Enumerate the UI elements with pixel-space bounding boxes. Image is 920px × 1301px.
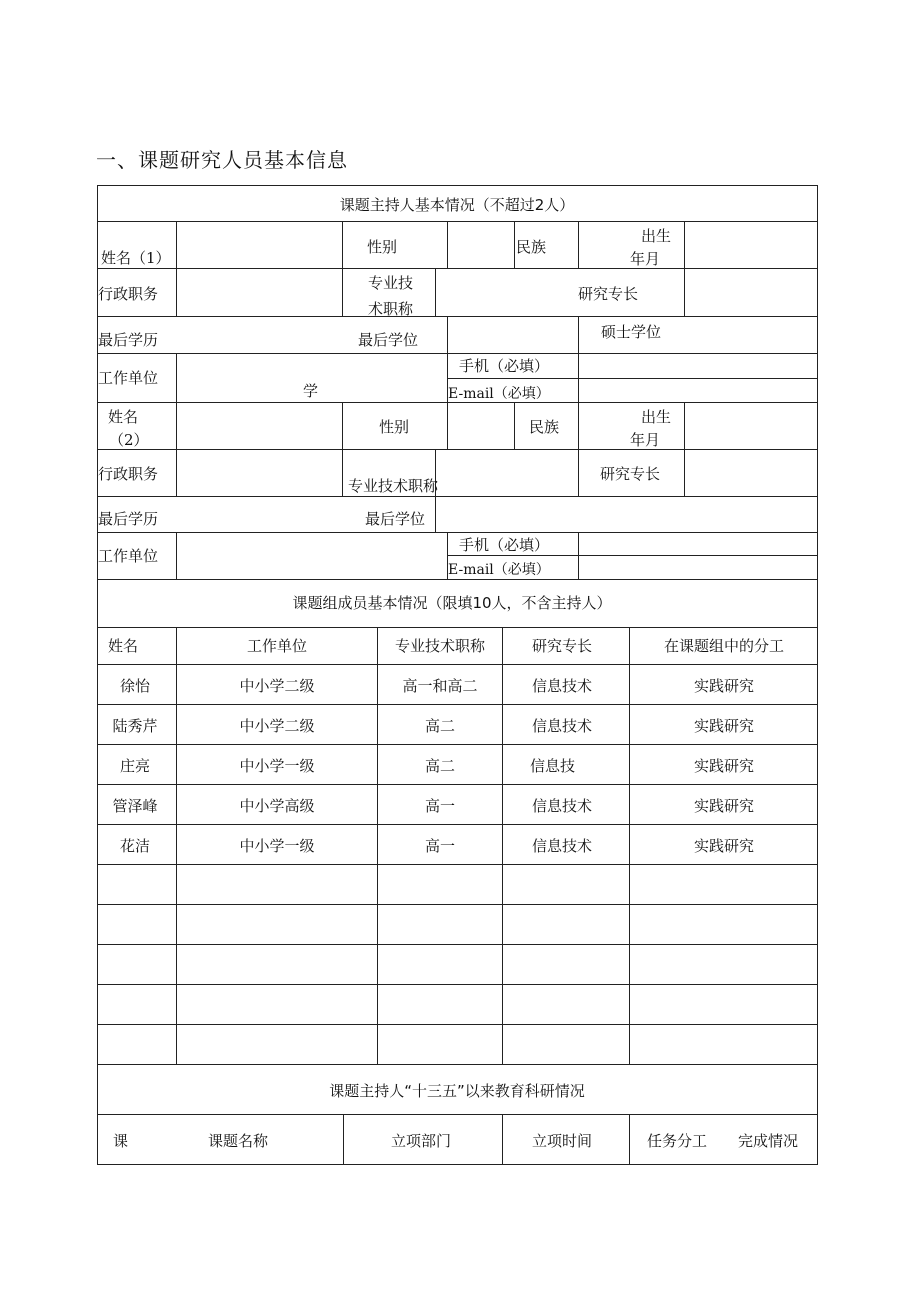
members-col-research: 研究专长: [531, 637, 593, 655]
row-divider: [97, 984, 818, 985]
host2-phone-label: 手机（必填）: [459, 536, 550, 554]
member-research: 信息技术: [531, 677, 593, 695]
column-divider: [176, 532, 177, 579]
host2-ethnicity-label: 民族: [529, 418, 560, 436]
row-divider: [97, 268, 818, 269]
row-divider: [97, 449, 818, 450]
members-col-role: 在课题组中的分工: [663, 637, 785, 655]
column-divider: [502, 627, 503, 1064]
column-divider: [435, 268, 436, 316]
column-divider: [447, 402, 448, 449]
member-workplace: 中小学二级: [239, 717, 315, 735]
column-divider: [578, 402, 579, 496]
member-research: 信息技术: [531, 797, 593, 815]
row-divider: [97, 221, 818, 222]
row-divider: [97, 784, 818, 785]
member-title: 高一: [424, 797, 456, 815]
host1-ethnicity-label: 民族: [516, 238, 547, 256]
page-title: 一、课题研究人员基本信息: [96, 148, 348, 172]
row-divider: [97, 579, 818, 580]
host2-admin-post-label: 行政职务: [98, 465, 159, 483]
row-divider: [97, 864, 818, 865]
host1-degree-value: 硕士学位: [601, 323, 662, 341]
host1-workplace-label: 工作单位: [98, 369, 159, 387]
host1-admin-post-label: 行政职务: [98, 285, 159, 303]
column-divider: [578, 221, 579, 268]
row-divider: [97, 1064, 818, 1065]
column-divider: [176, 402, 177, 496]
column-divider: [629, 627, 630, 1064]
row-divider: [97, 1114, 818, 1115]
host1-index: （1）: [131, 249, 171, 267]
row-divider: [447, 555, 818, 556]
members-col-name: 姓名: [108, 637, 139, 655]
member-name: 陆秀芹: [112, 717, 158, 735]
research-personnel-form: [97, 185, 818, 1165]
member-workplace: 中小学二级: [239, 677, 315, 695]
host1-degree-label: 最后学位: [358, 331, 419, 349]
row-divider: [97, 627, 818, 628]
column-divider: [684, 402, 685, 496]
member-title: 高一: [424, 837, 456, 855]
host1-name-label: [101, 249, 171, 267]
column-divider: [684, 221, 685, 316]
column-divider: [377, 627, 378, 1064]
host1-title-label-line1: 专业技: [368, 274, 414, 292]
host2-birth-label-line2: 年月: [630, 431, 661, 449]
host1-birth-label-line1: 出生: [641, 227, 672, 245]
members-col-workplace: 工作单位: [246, 637, 308, 655]
member-title: 高一和高二: [402, 677, 478, 695]
column-divider: [342, 221, 343, 316]
column-divider: [578, 316, 579, 402]
research-col-status: 完成情况: [738, 1132, 799, 1150]
row-divider: [97, 704, 818, 705]
research-section-heading: 课题主持人“十三五”以来教育科研情况: [329, 1082, 585, 1100]
host2-degree-label: 最后学位: [365, 510, 426, 528]
row-divider: [97, 904, 818, 905]
column-divider: [342, 402, 343, 496]
member-workplace: 中小学一级: [239, 757, 315, 775]
research-col-project-name: 课题名称: [208, 1132, 269, 1150]
research-col-task: 任务分工: [647, 1132, 708, 1150]
host1-title-label-line2: 术职称: [368, 300, 414, 318]
column-divider: [514, 221, 515, 268]
row-divider: [97, 744, 818, 745]
member-role: 实践研究: [693, 837, 755, 855]
column-divider: [514, 402, 515, 449]
member-title: 高二: [424, 717, 456, 735]
column-divider: [176, 353, 177, 402]
host2-name-label: 姓名: [108, 408, 139, 426]
column-divider: [447, 221, 448, 268]
member-research: 信息技术: [531, 717, 593, 735]
row-divider: [97, 944, 818, 945]
table-border-top: [97, 185, 818, 186]
member-name: 花洁: [119, 837, 151, 855]
row-divider: [97, 1024, 818, 1025]
host-section-heading: 课题主持人基本情况（不超过2人）: [339, 196, 575, 214]
table-border-right: [817, 185, 818, 1165]
row-divider: [97, 353, 818, 354]
member-name: 庄亮: [119, 757, 151, 775]
member-workplace: 中小学高级: [239, 797, 315, 815]
column-divider: [629, 1114, 630, 1165]
host1-workplace-value: 学: [303, 382, 319, 400]
member-name: 管泽峰: [112, 797, 158, 815]
row-divider: [97, 824, 818, 825]
member-role: 实践研究: [693, 797, 755, 815]
host1-phone-label: 手机（必填）: [459, 357, 550, 375]
host2-research-label: 研究专长: [600, 465, 661, 483]
member-role: 实践研究: [693, 757, 755, 775]
column-divider: [176, 221, 177, 316]
host1-gender-label: 性别: [367, 238, 398, 256]
name-label: 姓名: [101, 249, 132, 267]
column-divider: [343, 1114, 344, 1165]
host2-title-label: 专业技术职称: [348, 477, 439, 495]
host1-email-label: E-mail（必填）: [448, 386, 550, 402]
member-name: 徐怡: [119, 677, 151, 695]
members-col-title: 专业技术职称: [394, 637, 486, 655]
member-role: 实践研究: [693, 677, 755, 695]
column-divider: [578, 532, 579, 579]
members-section-heading: 课题组成员基本情况（限填10人，不含主持人）: [292, 594, 612, 612]
research-col-index: 课: [113, 1132, 129, 1150]
research-col-date: 立项时间: [531, 1132, 593, 1150]
host1-birth-label-line2: 年月: [630, 250, 661, 268]
table-border-bottom: [97, 1164, 818, 1165]
row-divider: [97, 316, 818, 317]
host1-education-label: 最后学历: [98, 331, 159, 349]
research-col-department: 立项部门: [390, 1132, 452, 1150]
column-divider: [176, 627, 177, 1064]
host2-birth-label-line1: 出生: [641, 408, 672, 426]
member-research: 信息技: [530, 757, 576, 775]
host2-index: （2）: [109, 431, 149, 449]
member-workplace: 中小学一级: [239, 837, 315, 855]
member-research: 信息技术: [531, 837, 593, 855]
column-divider: [502, 1114, 503, 1165]
member-title: 高二: [424, 757, 456, 775]
host1-research-label: 研究专长: [578, 285, 639, 303]
member-role: 实践研究: [693, 717, 755, 735]
row-divider: [447, 378, 818, 379]
row-divider: [97, 664, 818, 665]
host2-workplace-label: 工作单位: [98, 547, 159, 565]
row-divider: [97, 496, 818, 497]
host2-gender-label: 性别: [379, 418, 410, 436]
row-divider: [97, 532, 818, 533]
host2-education-label: 最后学历: [98, 510, 159, 528]
host2-email-label: E-mail（必填）: [448, 562, 550, 578]
